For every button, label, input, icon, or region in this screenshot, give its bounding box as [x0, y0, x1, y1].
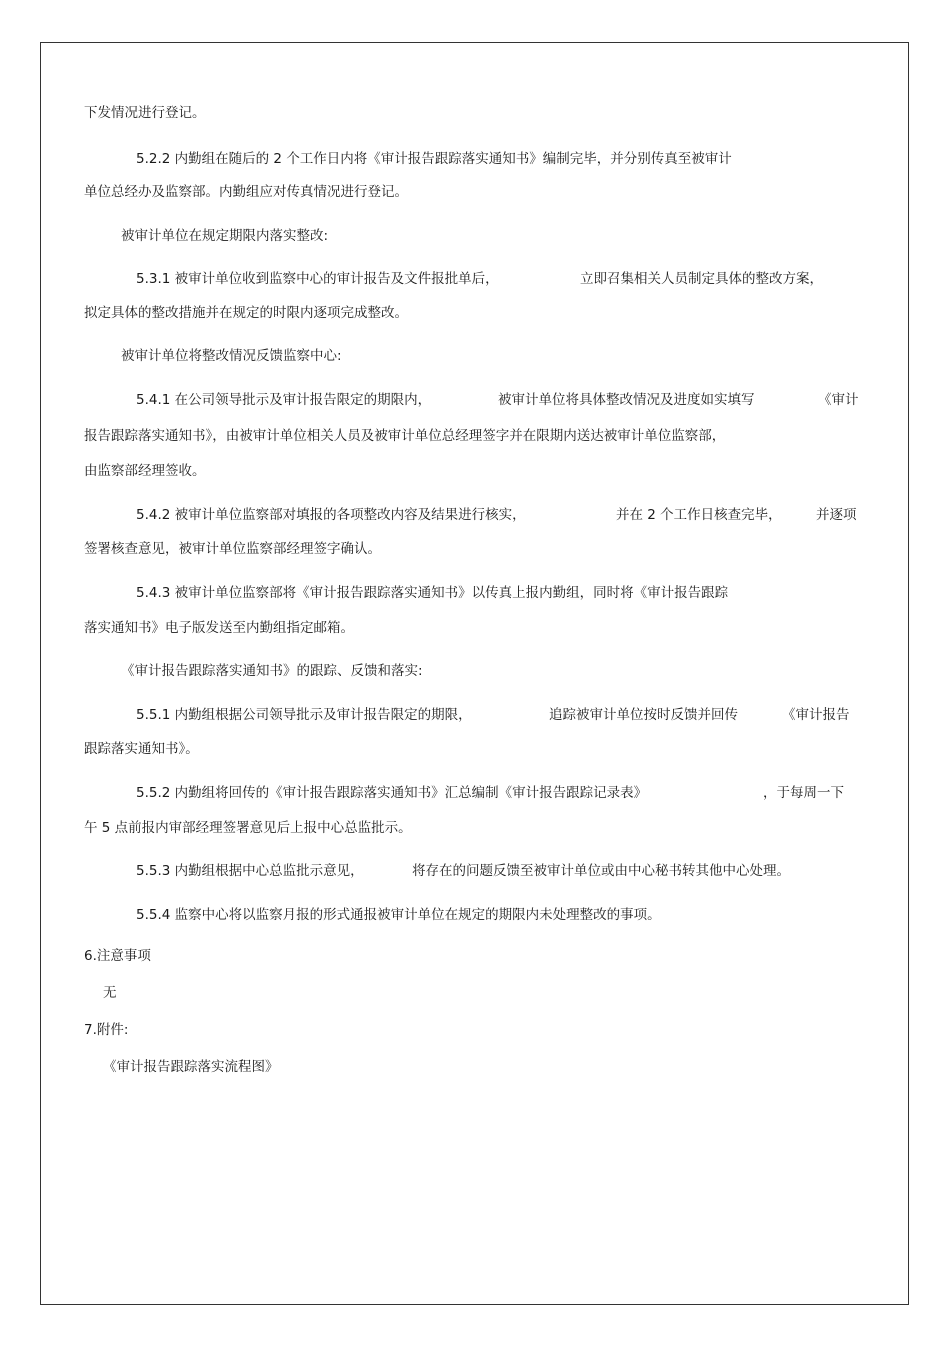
text-line: 5.5.1 内勤组根据公司领导批示及审计报告限定的期限， [136, 707, 472, 723]
text-line: 5.5.2 内勤组将回传的《审计报告跟踪落实通知书》汇总编制《审计报告跟踪记录表》 [136, 785, 648, 801]
section-heading-7: 7.附件: [84, 1022, 129, 1038]
section-heading: 《审计报告跟踪落实通知书》的跟踪、反馈和落实: [121, 663, 423, 679]
text-line: 立即召集相关人员制定具体的整改方案， [580, 271, 823, 287]
text-line: 5.3.1 被审计单位收到监察中心的审计报告及文件报批单后， [136, 271, 499, 287]
text-line: 5.2.2 内勤组在随后的 2 个工作日内将《审计报告跟踪落实通知书》编制完毕，并分别传真至被审计 [136, 151, 732, 167]
attachment-title: 《审计报告跟踪落实流程图》 [103, 1059, 279, 1075]
text-line: 《审计 [818, 392, 859, 408]
section-heading: 被审计单位将整改情况反馈监察中心: [121, 348, 342, 364]
text-line: 由监察部经理签收。 [84, 463, 206, 479]
text-line: 5.5.4 监察中心将以监察月报的形式通报被审计单位在规定的期限内未处理整改的事项。 [136, 907, 661, 923]
text-line: 拟定具体的整改措施并在规定的时限内逐项完成整改。 [84, 305, 408, 321]
text-line: 跟踪落实通知书》。 [84, 741, 199, 757]
text-line: 签署核查意见，被审计单位监察部经理签字确认。 [84, 541, 381, 557]
text-line: 5.5.3 内勤组根据中心总监批示意见， [136, 863, 364, 879]
text-line: 将存在的问题反馈至被审计单位或由中心秘书转其他中心处理。 [412, 863, 790, 879]
text-line: 5.4.1 在公司领导批示及审计报告限定的期限内， [136, 392, 432, 408]
text-line: 5.4.3 被审计单位监察部将《审计报告跟踪落实通知书》以传真上报内勤组，同时将《审计报告跟踪 [136, 585, 729, 601]
section-heading: 被审计单位在规定期限内落实整改: [121, 228, 329, 244]
text-line: 落实通知书》电子版发送至内勤组指定邮箱。 [84, 620, 354, 636]
text-line: 并在 2 个工作日核查完毕， [616, 507, 782, 523]
text-line: 午 5 点前报内审部经理签署意见后上报中心总监批示。 [84, 820, 412, 836]
text-line: 无 [103, 985, 117, 1001]
text-line: 下发情况进行登记。 [84, 105, 206, 121]
text-line: 单位总经办及监察部。内勤组应对传真情况进行登记。 [84, 184, 408, 200]
text-line: ，于每周一下 [763, 785, 844, 801]
text-line: 追踪被审计单位按时反馈并回传 [549, 707, 738, 723]
text-line: 报告跟踪落实通知书》，由被审计单位相关人员及被审计单位总经理签字并在限期内送达被审计单位监察部， [84, 428, 726, 444]
section-heading-6: 6.注意事项 [84, 948, 151, 964]
text-line: 《审计报告 [782, 707, 850, 723]
text-line: 被审计单位将具体整改情况及进度如实填写 [498, 392, 755, 408]
text-line: 5.4.2 被审计单位监察部对填报的各项整改内容及结果进行核实， [136, 507, 526, 523]
text-line: 并逐项 [816, 507, 857, 523]
